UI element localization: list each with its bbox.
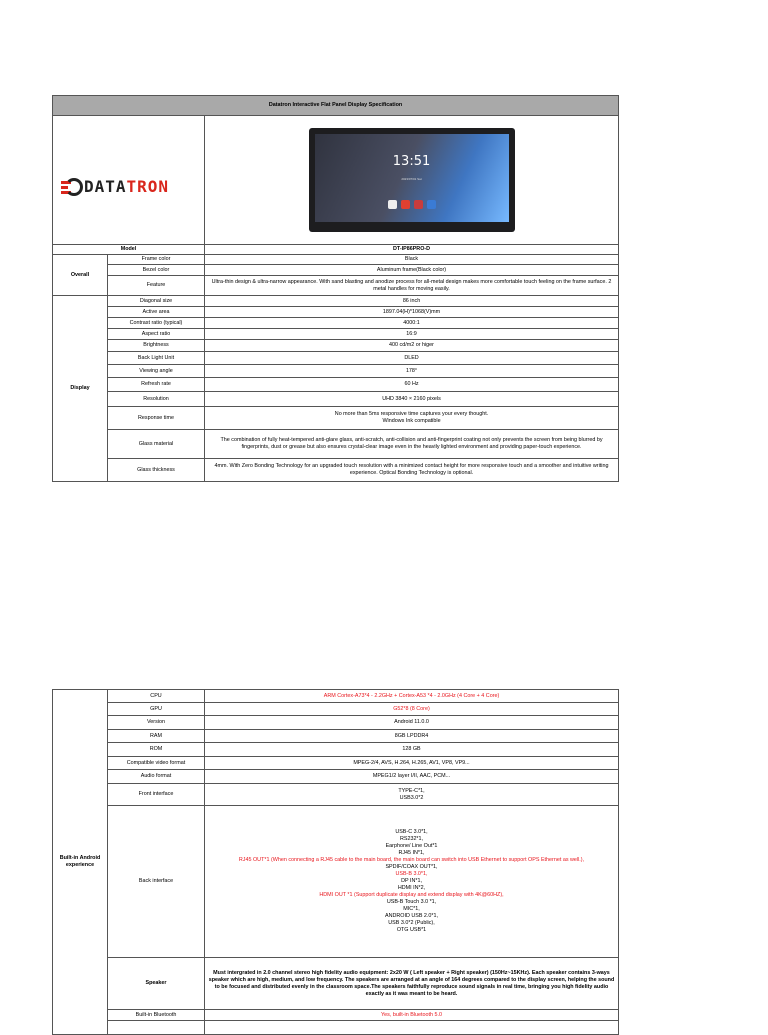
row-value xyxy=(205,784,619,806)
row-value: Yes, built-in Bluetooth 5.0 xyxy=(205,1010,619,1021)
response-line-1: No more than 5ms responsive time captures your every thought. xyxy=(334,411,489,417)
model-value: DT-IP86PRO-D xyxy=(205,245,619,255)
screen-app-icons xyxy=(315,200,509,209)
row-label: GPU xyxy=(108,703,205,716)
group-display: Display xyxy=(53,296,108,482)
row-value: Must intergrated in 2.0 channel stereo high fidelity audio equipment: 2x20 W ( Left speaker + Right speaker) (150Hz~15KHz). Each speaker contains 3-ways speaker which are high, medium, and low frequency. The speakers are arranged at an angle of 164 degrees compared to the display screen, helping the sound to be focused and distributed evenly in the classroom space.The speakers faithfully reproduce sound signals in real time, bringing you high fidelity audio exactly as it was meant to be heard. xyxy=(205,958,619,1010)
row-label: Glass thickness xyxy=(108,459,205,482)
back-line: ANDROID USB 2.0*1, xyxy=(384,913,439,919)
row-label: Diagonal size xyxy=(108,296,205,307)
row-value: UHD 3840 × 2160 pixels xyxy=(205,392,619,407)
group-android: Built-in Android experience xyxy=(53,690,108,1035)
row-label: Resolution xyxy=(108,392,205,407)
datatron-logo xyxy=(61,178,202,196)
row-label: Bezel color xyxy=(108,265,205,276)
product-image-cell xyxy=(205,116,619,245)
row-label: Refresh rate xyxy=(108,378,205,392)
back-line: HDMI IN*2, xyxy=(397,885,426,891)
row-value: 400 cd/m2 or higer xyxy=(205,340,619,352)
back-line: Earphone/ Line Out*1 xyxy=(385,843,438,849)
back-line: USB 3.0*2 (Public), xyxy=(388,920,435,926)
row-value: MPEG1/2 layer I/II, AAC, PCM... xyxy=(205,770,619,784)
row-label: Version xyxy=(108,716,205,730)
row-value xyxy=(205,407,619,430)
row-label: Glass material xyxy=(108,430,205,459)
row-label: ROM xyxy=(108,743,205,757)
row-label: Frame color xyxy=(108,255,205,265)
row-value: 178° xyxy=(205,365,619,378)
row-value: 60 Hz xyxy=(205,378,619,392)
back-line: USB-B 3.0*1, xyxy=(395,871,428,877)
app-whiteboard-icon xyxy=(388,200,397,209)
row-value: Ultra-thin design & ultra-narrow appearance. With sand blasting and anodize process for all-metal design makes more comfortable touch feeling on the frame surface. 2 metal handles for moving easily. xyxy=(205,276,619,296)
spec-table-android xyxy=(52,689,619,1035)
screen-clock: 13:51 xyxy=(392,154,431,169)
row-value: 16:9 xyxy=(205,329,619,340)
row-label: Brightness xyxy=(108,340,205,352)
row-label: Aspect ratio xyxy=(108,329,205,340)
group-overall: Overall xyxy=(53,255,108,296)
app-files-icon xyxy=(427,200,436,209)
spec-table-overview xyxy=(52,95,619,482)
row-label: Audio format xyxy=(108,770,205,784)
back-line: RJ45 IN*1, xyxy=(398,850,425,856)
table-title: Datatron Interactive Flat Panel Display Specification xyxy=(53,96,619,116)
row-label: Back Light Unit xyxy=(108,352,205,365)
logo-text-red: TRON xyxy=(126,177,170,196)
row-value: ARM Cortex-A73*4 - 2.2GHz + Cortex-A53 *4 - 2.0GHz (4 Core + 4 Core) xyxy=(205,690,619,703)
back-line: USB-B Touch 3.0 *1, xyxy=(386,899,437,905)
front-line: USB3.0*2 xyxy=(399,794,424,801)
row-value xyxy=(205,1021,619,1035)
row-label: Back interface xyxy=(108,806,205,958)
row-label: Response time xyxy=(108,407,205,430)
row-value: 1897.04(H)*1068(V)mm xyxy=(205,307,619,318)
row-label xyxy=(108,1021,205,1035)
row-label: Feature xyxy=(108,276,205,296)
row-label: CPU xyxy=(108,690,205,703)
row-value: 128 GB xyxy=(205,743,619,757)
row-label: Contrast ratio (typical) xyxy=(108,318,205,329)
row-label: Front interface xyxy=(108,784,205,806)
row-label: Active area xyxy=(108,307,205,318)
row-value: 4000:1 xyxy=(205,318,619,329)
row-value: DLED xyxy=(205,352,619,365)
row-value: 4mm. With Zero Bonding Technology for an upgraded touch resolution with a minimized contact height for more responsive touch and a smoother and intuitive writing experience. Optical Bonding Technology is optional. xyxy=(205,459,619,482)
logo-cell xyxy=(53,116,205,245)
app-browser-icon xyxy=(401,200,410,209)
row-value: Android 11.0.0 xyxy=(205,716,619,730)
row-value: MPEG-2/4, AVS, H.264, H.265, AV1, VP8, VP9... xyxy=(205,757,619,770)
back-line: USB-C 3.0*1, xyxy=(395,829,428,835)
row-value xyxy=(205,806,619,958)
row-label: Viewing angle xyxy=(108,365,205,378)
row-value: The combination of fully heat-tempered anti-glare glass, anti-scratch, anti-collision and anti-fingerprint coating not only prevents the screen from being blurred by fingerprints, dust or grease but also ensures crystal-clear image even in the heavily lighted environment and providing paper-touch experience. xyxy=(205,430,619,459)
row-value: Black xyxy=(205,255,619,265)
logo-mark-icon xyxy=(61,178,81,196)
row-value: Aluminum frame(Black color) xyxy=(205,265,619,276)
back-line: RS232*1, xyxy=(399,836,424,842)
row-label: Speaker xyxy=(108,958,205,1010)
back-line: SPDIF/COAX OUT*1, xyxy=(385,864,438,870)
app-office-icon xyxy=(414,200,423,209)
screen-date: 2023/07/01 Sat xyxy=(401,177,422,181)
model-label: Model xyxy=(53,245,205,255)
row-value: G52*8 (8 Core) xyxy=(205,703,619,716)
back-line: RJ45 OUT*1 (When connecting a RJ45 cable to the main board, the main board can switch into USB Ethernet to support OPS Ethernet as well.), xyxy=(238,857,585,863)
logo-text-dark: DATA xyxy=(84,177,127,196)
row-value: 86 inch xyxy=(205,296,619,307)
back-line: OTG USB*1 xyxy=(396,927,427,933)
back-line: DP IN*1, xyxy=(401,878,422,884)
response-line-2: Windows Ink compatible xyxy=(382,418,441,424)
back-line: MIC*1, xyxy=(403,906,420,912)
row-value: 8GB LPDDR4 xyxy=(205,730,619,743)
row-label: RAM xyxy=(108,730,205,743)
row-label: Built-in Bluetooth xyxy=(108,1010,205,1021)
row-label: Compatible video format xyxy=(108,757,205,770)
product-image xyxy=(309,128,515,232)
back-line: HDMI OUT *1 (Support duplicate display and extend display with 4K@60HZ), xyxy=(319,892,504,898)
front-line: TYPE-C*1, xyxy=(398,787,425,794)
panel-screen xyxy=(315,134,509,222)
